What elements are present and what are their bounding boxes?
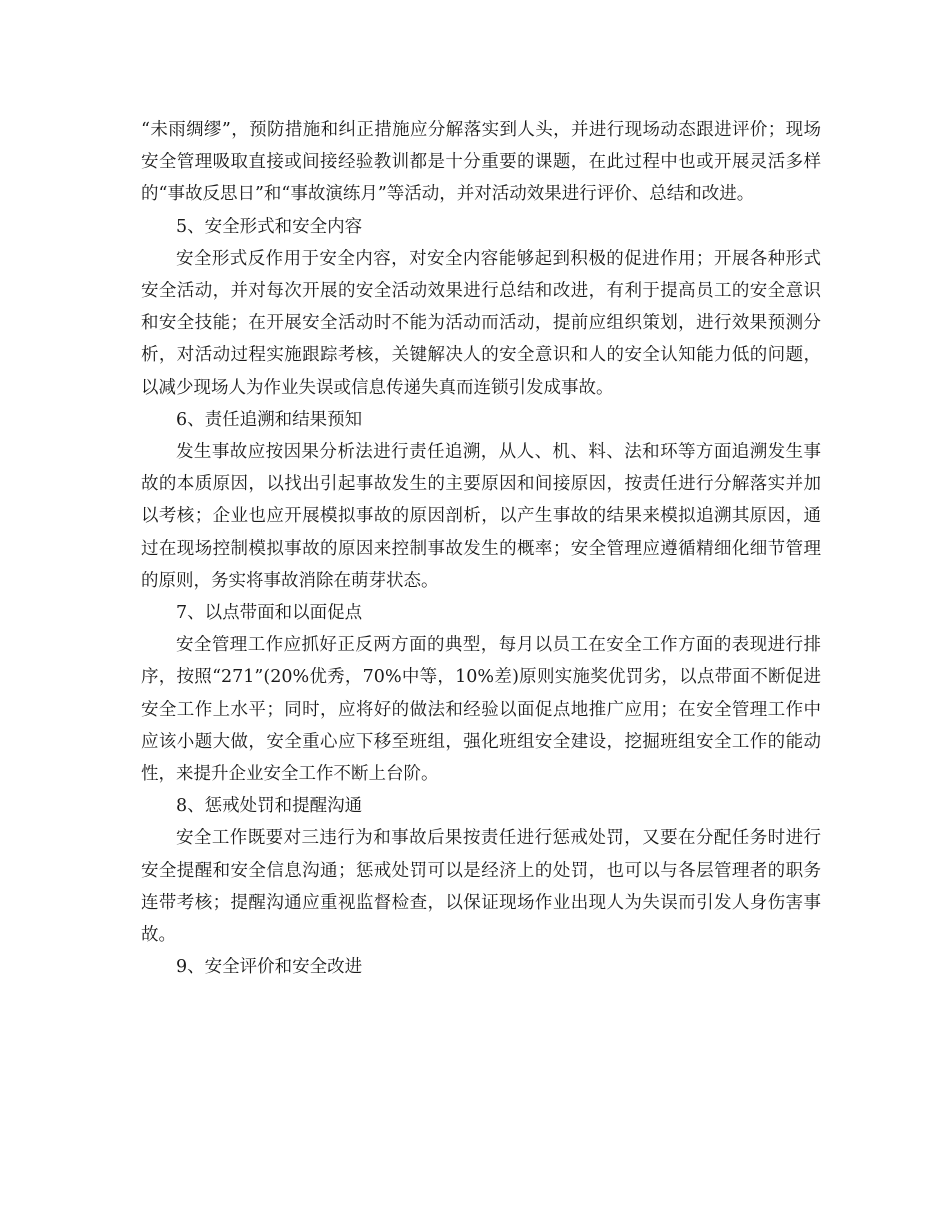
section-heading-7: 7、以点带面和以面促点 <box>176 603 363 624</box>
section-heading-6: 6、责任追溯和结果预知 <box>176 409 363 430</box>
document-page <box>141 114 821 983</box>
paragraph-section-5: 安全形式反作用于安全内容，对安全内容能够起到积极的促进作用；开展各种形式安全活动，并对每次开展的安全活动效果进行总结和改进，有利于提高员工的安全意识和安全技能；在开展安全活动时不能为活动而活动，提前应组织策划，进行效果预测分析，对活动过程实施跟踪考核，关键解决人的安全意识和人的安全认知能力低的问题，以减少现场人为作业失误或信息传递失真而连锁引发成事故。 <box>141 248 821 398</box>
paragraph-section-7: 安全管理工作应抓好正反两方面的典型，每月以员工在安全工作方面的表现进行排序，按照“271”(20%优秀，70%中等，10%差)原则实施奖优罚劣，以点带面不断促进安全工作上水平；同时，应将好的做法和经验以面促点地推广应用；在安全管理工作中应该小题大做，安全重心应下移至班组，强化班组安全建设，挖掘班组安全工作的能动性，来提升企业安全工作不断上台阶。 <box>141 635 821 785</box>
section-heading-5: 5、安全形式和安全内容 <box>176 216 363 237</box>
paragraph-section-8: 安全工作既要对三违行为和事故后果按责任进行惩戒处罚，又要在分配任务时进行安全提醒和安全信息沟通；惩戒处罚可以是经济上的处罚，也可以与各层管理者的职务连带考核；提醒沟通应重视监督检查，以保证现场作业出现人为失误而引发人身伤害事故。 <box>141 828 821 946</box>
paragraph-continued: “未雨绸缪”，预防措施和纠正措施应分解落实到人头，并进行现场动态跟进评价；现场安全管理吸取直接或间接经验教训都是十分重要的课题，在此过程中也或开展灵活多样的“事故反思日”和“事故演练月”等活动，并对活动效果进行评价、总结和改进。 <box>141 120 821 205</box>
section-heading-8: 8、惩戒处罚和提醒沟通 <box>176 796 363 817</box>
section-heading-9: 9、安全评价和安全改进 <box>176 957 363 978</box>
paragraph-section-6: 发生事故应按因果分析法进行责任追溯，从人、机、料、法和环等方面追溯发生事故的本质原因，以找出引起事故发生的主要原因和间接原因，按责任进行分解落实并加以考核；企业也应开展模拟事故的原因剖析，以产生事故的结果来模拟追溯其原因，通过在现场控制模拟事故的原因来控制事故发生的概率；安全管理应遵循精细化细节管理的原则，务实将事故消除在萌芽状态。 <box>141 442 821 591</box>
